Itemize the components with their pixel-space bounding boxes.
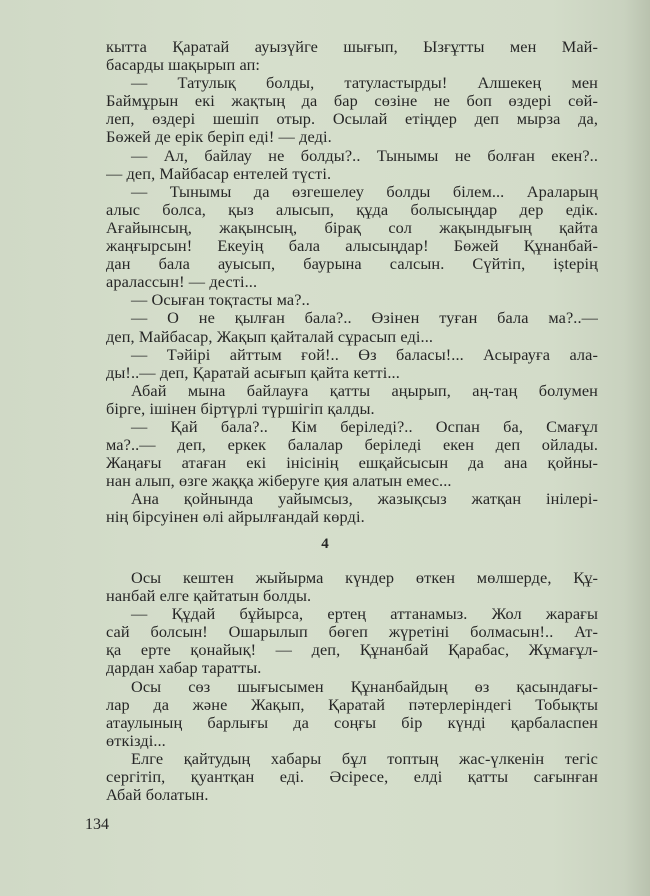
text-line: Ағайынсың, жақынсың, бірақ сол жақындығың қайта (106, 218, 598, 237)
text-line: жаңғырсын! Екеуің бала алысыңдар! Бөжей Құнанбай- (106, 237, 598, 256)
text-line: сай болсын! Ошарылып бөгеп жүретіні болмасын!.. Ат- (106, 623, 598, 642)
text-line: ды!..— деп, Қаратай асығып қайта кетті... (106, 363, 400, 382)
text-line: өткізді... (106, 731, 166, 750)
text-line: ма?..— деп, еркек балалар беріледі екен деп ойлады. (106, 436, 598, 455)
text-line: Осы сөз шығысымен Құнанбайдың өз қасындағы- (131, 677, 598, 696)
text-line: Абай мына байлауға қатты аңырып, аң-таң болумен (131, 381, 598, 400)
text-line: — Татулық болды, татуластырды! Алшекең мен (131, 74, 598, 93)
text-line: алыс болса, қыз алысып, құда болысыңдар дер едік. (106, 200, 598, 219)
text-line: дан бала ауысып, баурына салсын. Сүйтіп, іștерің (106, 255, 598, 274)
text-line: аралассын! — десті... (106, 273, 258, 292)
text-line: — О не қылған бала?.. Өзінен туған бала ма?..— (131, 309, 598, 328)
text-line: Елге қайтудың хабары бұл топтың жас-үлкенін тегіс (131, 749, 598, 768)
text-line: лар да және Жақып, Қаратай пәтерлеріндегі Тобықты (106, 695, 598, 714)
text-line: — Осыған тоқтасты ма?.. (131, 291, 310, 310)
chapter-number: 4 (321, 536, 329, 552)
text-block-top (106, 38, 598, 527)
text-line: кытта Қаратай ауызүйге шығып, Ызғұтты мен Май- (106, 38, 598, 56)
text-line: дардан хабар таратты. (106, 659, 262, 678)
text-line: Баймұрын екі жақтың да бар сөзіне не боп өздері сөй- (106, 92, 598, 111)
text-line: басарды шақырып ап: (106, 56, 261, 75)
text-block-bottom (106, 569, 598, 804)
text-line: нанбай елге қайтатын болды. (106, 587, 312, 606)
text-line: нан алып, өзге жаққа жіберуге қия алатын емес... (106, 472, 452, 491)
text-line: қа ерте қонайық! — деп, Құнанбай Қарабас, Жұмағұл- (106, 641, 598, 660)
text-line: Жаңағы атаған екі інісінің ешқайсысын да ана қойны- (106, 454, 598, 473)
text-line: Ана қойнында уайымсыз, жазықсыз жатқан інілері- (131, 490, 598, 509)
text-line: деп, Майбасар, Жақып қайталай сұрасып еді... (106, 327, 434, 346)
text-line: — Құдай бұйырса, ертең аттанамыз. Жол жарағы (131, 605, 598, 624)
text-line: Бөжей де ерік беріп еді! — деді. (106, 128, 332, 147)
text-line: атаулының барлығы да соңғы бір күнді қарбаласпен (106, 713, 598, 732)
text-line: — Тынымы да өзгешелеу болды білем... Араларың (131, 182, 598, 201)
text-line: — деп, Майбасар ентелей түсті. (106, 164, 332, 183)
text-line: бірге, ішінен біртүрлі түршігіп қалды. (106, 399, 375, 418)
text-line: — Тәйірі айттым ғой!.. Өз баласы!... Асырауға ала- (131, 345, 598, 364)
page-number: 134 (85, 816, 109, 833)
text-line: сергітіп, қуантқан еді. Әсіресе, елді қатты сағынған (106, 768, 598, 787)
text-line: леп, өздері шешіп отыр. Осылай етіңдер деп мырза да, (106, 110, 598, 129)
text-line: Абай болатын. (106, 786, 209, 805)
text-line: Осы кештен жыйырма күндер өткен мөлшерде, Құ- (131, 569, 598, 587)
text-line: — Қай бала?.. Кім беріледі?.. Оспан ба, Смағұл (131, 417, 598, 436)
text-line: — Ал, байлау не болды?.. Тынымы не болған екен?.. (131, 146, 598, 165)
text-line: нің бірсуінен өлі айрылғандай көрді. (106, 508, 365, 527)
